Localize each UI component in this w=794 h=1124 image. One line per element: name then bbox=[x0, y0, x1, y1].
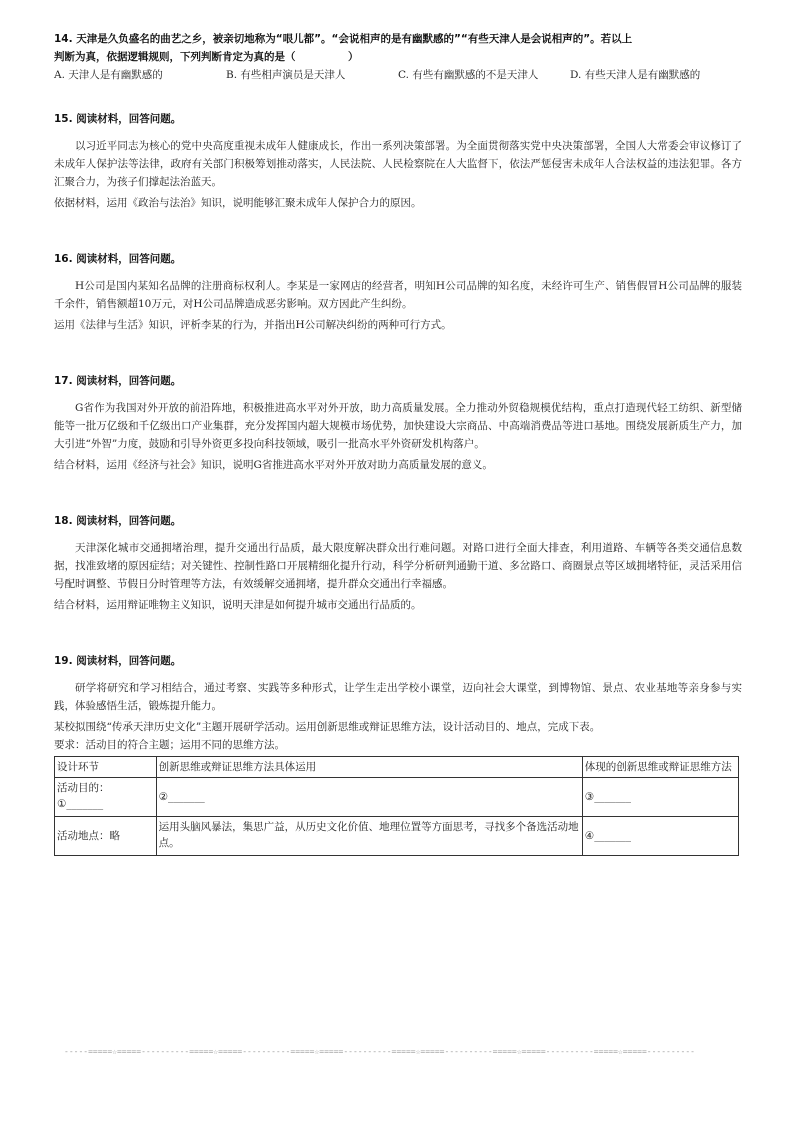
table-header-cell: 创新思维或辩证思维方法具体运用 bbox=[156, 757, 582, 778]
question-16-material: H公司是国内某知名品牌的注册商标权利人。李某是一家网店的经营者，明知H公司品牌的知名度，未经许可生产、销售假冒H公司品牌的服装千余件，销售额超10万元，对H公司品牌造成恶劣影响。双方因此产生纠纷。 bbox=[54, 280, 742, 310]
option-d[interactable]: D. 有些天津人是有幽默感的 bbox=[570, 69, 701, 81]
table-row bbox=[55, 817, 739, 856]
table-row bbox=[55, 778, 739, 817]
question-16-prompt: 运用《法律与生活》知识，评析李某的行为，并指出H公司解决纠纷的两种可行方式。 bbox=[54, 319, 452, 331]
question-19-heading: 19. 阅读材料，回答问题。 bbox=[54, 655, 182, 667]
blank-4[interactable]: ④_______ bbox=[582, 817, 738, 856]
option-a[interactable]: A. 天津人是有幽默感的 bbox=[54, 69, 163, 81]
question-14-stem-line1: 14. 天津是久负盛名的曲艺之乡，被亲切地称为“哏儿都”。“会说相声的是有幽默感的”“有些天津人是会说相声的”。若以上 bbox=[54, 33, 633, 45]
question-14-stem-line2: 判断为真，依据逻辑规则，下列判断肯定为真的是（ ） bbox=[54, 51, 359, 63]
question-16-heading: 16. 阅读材料，回答问题。 bbox=[54, 253, 182, 265]
question-19 bbox=[54, 652, 742, 856]
question-19-requirement: 要求：活动目的符合主题；运用不同的思维方法。 bbox=[54, 739, 285, 751]
question-19-material: 研学将研究和学习相结合，通过考察、实践等多种形式，让学生走出学校小课堂，迈向社会大课堂，到博物馆、景点、农业基地等亲身参与实践，体验感悟生活，锻炼提升能力。 bbox=[54, 682, 742, 712]
question-18-heading: 18. 阅读材料，回答问题。 bbox=[54, 515, 182, 527]
blank-3[interactable]: ③_______ bbox=[582, 778, 738, 817]
question-14 bbox=[54, 30, 742, 84]
exam-page bbox=[54, 30, 742, 856]
question-18-prompt: 结合材料，运用辩证唯物主义知识，说明天津是如何提升城市交通出行品质的。 bbox=[54, 599, 422, 611]
blank-1[interactable]: ①_______ bbox=[57, 798, 104, 810]
question-19-prompt: 某校拟围绕“传承天津历史文化”主题开展研学活动。运用创新思维或辩证思维方法，设计活动目的、地点，完成下表。 bbox=[54, 721, 601, 733]
question-15-prompt: 依据材料，运用《政治与法治》知识，说明能够汇聚未成年人保护合力的原因。 bbox=[54, 197, 422, 209]
option-b[interactable]: B. 有些相声演员是天津人 bbox=[226, 69, 346, 81]
brainstorm-method-text: 运用头脑风暴法，集思广益，从历史文化价值、地理位置等方面思考，寻找多个备选活动地点。 bbox=[156, 817, 582, 856]
question-17-heading: 17. 阅读材料，回答问题。 bbox=[54, 375, 182, 387]
question-15 bbox=[54, 110, 742, 212]
table-header-cell: 体现的创新思维或辩证思维方法 bbox=[582, 757, 738, 778]
design-table bbox=[54, 756, 739, 856]
question-17-material: G省作为我国对外开放的前沿阵地，积极推进高水平对外开放，助力高质量发展。全力推动外贸稳规模优结构，重点打造现代轻工纺织、新型储能等一批万亿级和千亿级出口产业集群，充分发挥国内超大规模市场优势，加快建设大宗商品、中高端消费品等进口基地。围绕发展新质生产力，加大引进“外智”力度，鼓励和引导外资更多投向科技领域，吸引一批高水平外资研发机构落户。 bbox=[54, 402, 742, 450]
table-header-row bbox=[55, 757, 739, 778]
activity-purpose-label: 活动目的： bbox=[57, 782, 110, 794]
blank-2[interactable]: ②_______ bbox=[156, 778, 582, 817]
question-17 bbox=[54, 372, 742, 474]
table-cell bbox=[55, 778, 157, 817]
table-header-cell: 设计环节 bbox=[55, 757, 157, 778]
page-footer-divider: -----=====☆=====----------=====☆=====----------=====☆=====----------=====☆=====----------=====☆=====----------=====☆=====---------- bbox=[64, 1047, 695, 1056]
question-14-options bbox=[54, 66, 742, 84]
option-c[interactable]: C. 有些有幽默感的不是天津人 bbox=[398, 69, 539, 81]
question-16 bbox=[54, 250, 742, 334]
question-18-material: 天津深化城市交通拥堵治理，提升交通出行品质，最大限度解决群众出行难问题。对路口进行全面大排查，利用道路、车辆等各类交通信息数据，找准致堵的原因症结；对关键性、控制性路口开展精细化提升行动，科学分析研判通勤干道、多岔路口、商圈景点等区域拥堵特征，灵活采用信号配时调整、节假日分时管理等方法，有效缓解交通拥堵，提升群众交通出行幸福感。 bbox=[54, 542, 742, 590]
question-18 bbox=[54, 512, 742, 614]
activity-location-label: 活动地点：略 bbox=[55, 817, 157, 856]
question-17-prompt: 结合材料，运用《经济与社会》知识，说明G省推进高水平对外开放对助力高质量发展的意义。 bbox=[54, 459, 493, 471]
question-15-material: 以习近平同志为核心的党中央高度重视未成年人健康成长，作出一系列决策部署。为全面贯彻落实党中央决策部署，全国人大常委会审议修订了未成年人保护法等法律，政府有关部门积极筹划推动落实，人民法院、人民检察院在人大监督下，依法严惩侵害未成年人合法权益的违法犯罪。各方汇聚合力，为孩子们撑起法治蓝天。 bbox=[54, 140, 742, 188]
question-15-heading: 15. 阅读材料，回答问题。 bbox=[54, 113, 182, 125]
